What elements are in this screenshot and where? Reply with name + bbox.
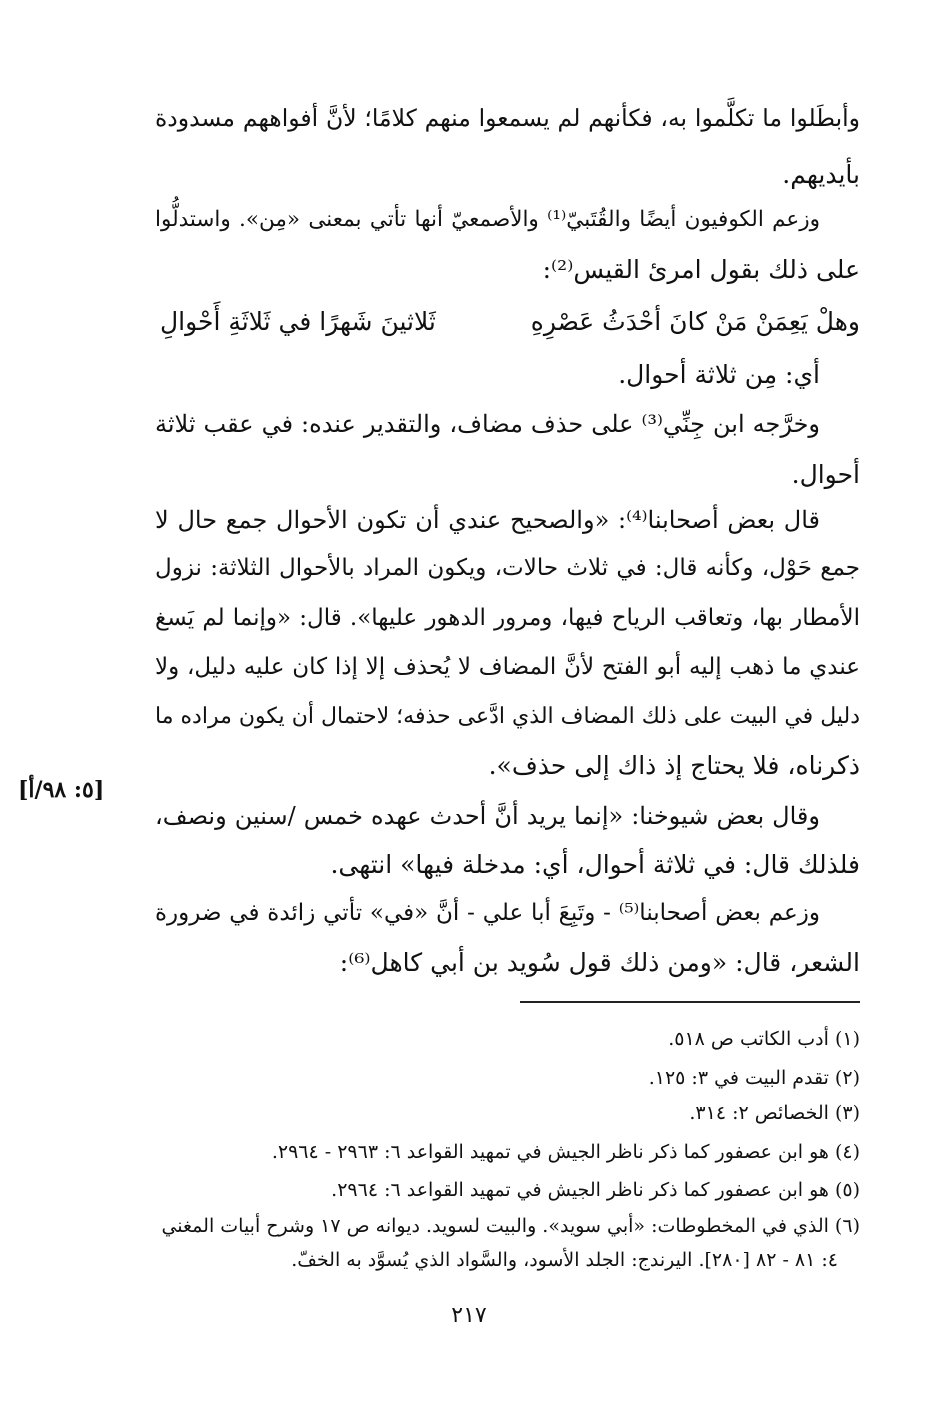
text-line: وأبطَلوا ما تكلَّموا به، فكأنهم لم يسمعوا منهم كلامًا؛ لأنَّ أفواههم مسدودة [155, 104, 860, 132]
manuscript-folio-reference: [٥: ٩٨/أ] [18, 777, 105, 803]
text-line: الشعر، قال: «ومن ذلك قول سُويد بن أبي كاهل⁽⁶⁾: [339, 948, 860, 977]
footnote-separator [520, 1001, 860, 1003]
page-number: ٢١٧ [451, 1303, 487, 1328]
text-line: بأيديهم. [782, 160, 860, 189]
text-line: قال بعض أصحابنا⁽⁴⁾: «والصحيح عندي أن تكون الأحوال جمع حال لا [155, 506, 821, 534]
text-line: الأمطار بها، وتعاقب الرياح فيها، ومرور الدهور عليها». قال: «وإنما لم يَسغ [155, 605, 860, 631]
text-line: على ذلك بقول امرئ القيس⁽²⁾: [542, 255, 860, 284]
text-line: ذكرناه، فلا يحتاج إذ ذاك إلى حذف». [488, 751, 860, 780]
footnote: (٥) هو ابن عصفور كما ذكر ناظر الجيش في تمهيد القواعد ٦: ٢٩٦٤. [331, 1179, 860, 1201]
footnote-continuation: ٤: ٨١ - ٨٢ [٢٨٠]. اليرندج: الجلد الأسود، والسَّواد الذي يُسوَّد به الخفّ. [291, 1249, 838, 1271]
footnote: (٤) هو ابن عصفور كما ذكر ناظر الجيش في تمهيد القواعد ٦: ٢٩٦٣ - ٢٩٦٤. [271, 1141, 860, 1163]
text-line: دليل في البيت على ذلك المضاف الذي ادَّعى حذفه؛ لاحتمال أن يكون مراده ما [155, 704, 860, 729]
verse-hemistich-second: ثَلاثينَ شَهرًا في ثَلاثَةِ أَحْوالِ [160, 307, 436, 336]
text-line: وخرَّجه ابن جِنِّي⁽³⁾ على حذف مضاف، والتقدير عنده: في عقب ثلاثة [155, 410, 820, 438]
footnote: (٢) تقدم البيت في ٣: ١٢٥. [648, 1067, 860, 1089]
text-line: وزعم بعض أصحابنا⁽⁵⁾ - وتَبِعَ أبا علي - أنَّ «في» تأتي زائدة في ضرورة [155, 900, 820, 926]
text-line: جمع حَوْل، وكأنه قال: في ثلاث حالات، ويكون المراد بالأحوال الثلاثة: نزول [155, 555, 860, 581]
text-line: وقال بعض شيوخنا: «إنما يريد أنَّ أحدث عهده خمس /سنين ونصف، [155, 802, 820, 830]
text-line: وزعم الكوفيون أيضًا والقُتَبيّ⁽¹⁾ والأصمعيّ أنها تأتي بمعنى «مِن». واستدلُّوا [155, 207, 821, 232]
text-line: أي: مِن ثلاثة أحوال. [618, 360, 820, 389]
text-line: عندي ما ذهب إليه أبو الفتح لأنَّ المضاف لا يُحذف إلا إذا كان عليه دليل، ولا [155, 654, 860, 680]
footnote: (٣) الخصائص ٢: ٣١٤. [689, 1102, 860, 1124]
footnote: (١) أدب الكاتب ص ٥١٨. [668, 1028, 860, 1050]
text-line: فلذلك قال: في ثلاثة أحوال، أي: مدخلة فيها» انتهى. [330, 850, 860, 879]
text-line: أحوال. [791, 460, 860, 489]
footnote: (٦) الذي في المخطوطات: «أبي سويد». والبيت لسويد. ديوانه ص ١٧ وشرح أبيات المغني [161, 1215, 860, 1237]
verse-hemistich-first: وهلْ يَعِمَنْ مَنْ كانَ أحْدَثُ عَصْرِهِ [530, 307, 860, 336]
